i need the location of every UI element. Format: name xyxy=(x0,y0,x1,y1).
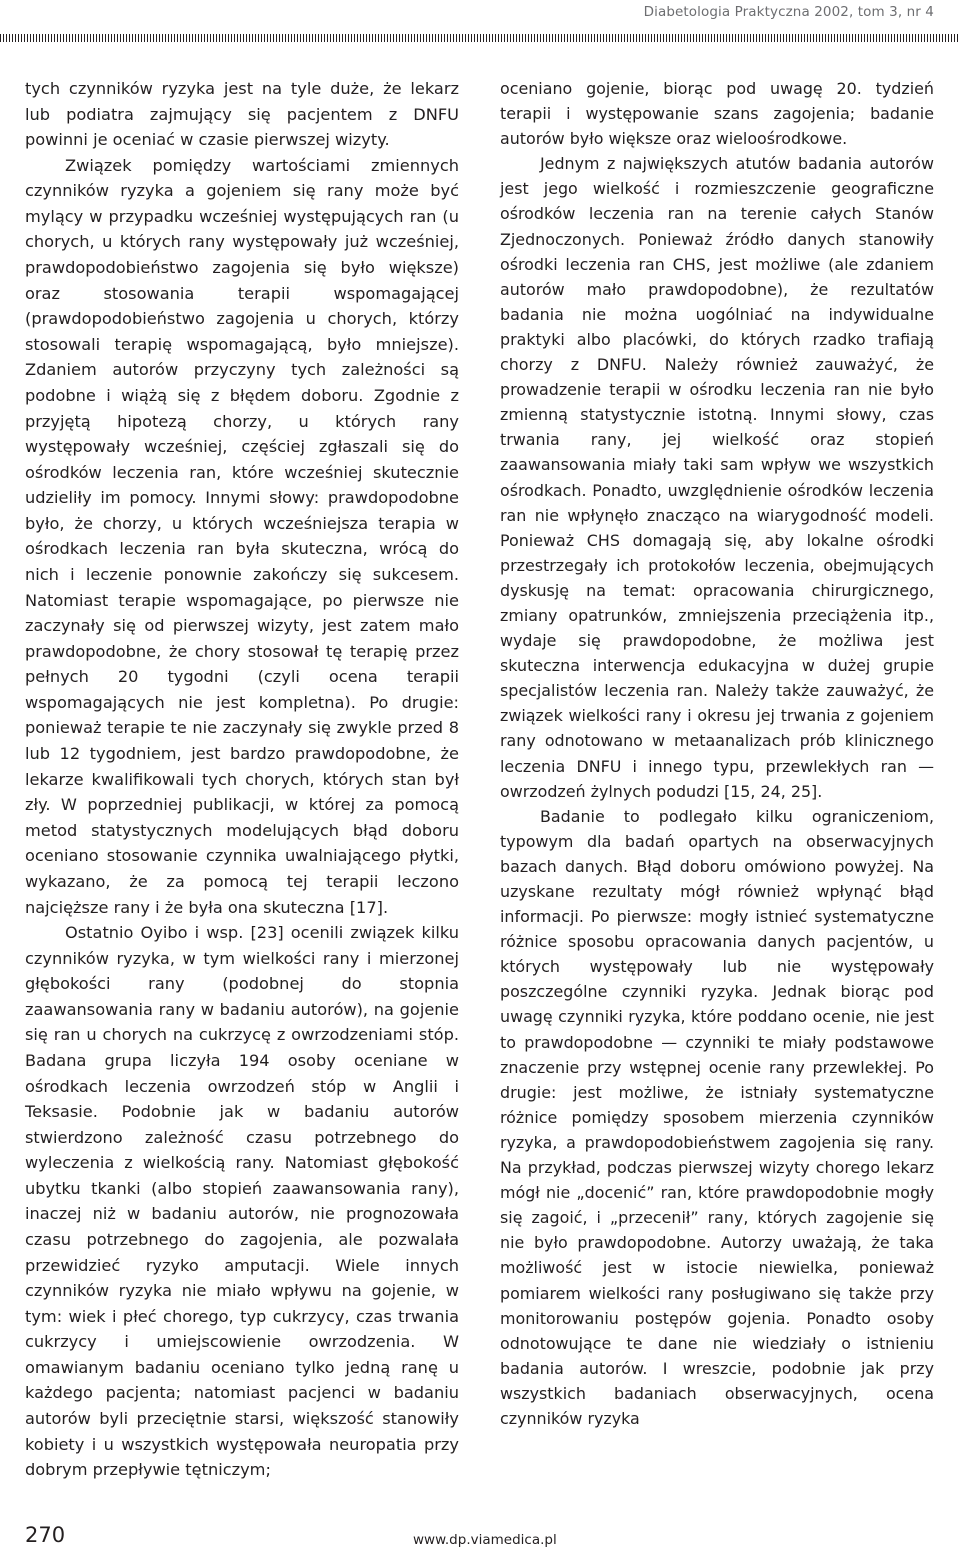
header-rule xyxy=(0,34,960,42)
paragraph: Ostatnio Oyibo i wsp. [23] ocenili związek kilku czynników ryzyka, w tym wielkości rany i mierzonej głębokości rany (podobnej do stopnia zaawansowania rany w badaniu autorów), na gojenie się ran u chorych na cukrzycę z owrzodzeniami stóp. Badana grupa liczyła 194 osoby oceniane w ośrodkach leczenia owrzodzeń stóp w Anglii i Teksasie. Podobnie jak w badaniu autorów stwierdzono zależność czasu potrzebnego do wyleczenia z wielkością rany. Natomiast głębokość ubytku tkanki (albo stopień zaawansowania rany), inaczej niż w badaniu autorów, nie prognozowała czasu potrzebnego do zagojenia, ale pozwalała przewidzieć ryzyko amputacji. Wiele innych czynników ryzyka nie miało wpływu na gojenie, w tym: wiek i płeć chorego, typ cukrzycy, czas trwania cukrzycy i umiejscowienie owrzodzenia. W omawianym badaniu oceniano tylko jedną ranę u każdego pacjenta; natomiast pacjenci w badaniu autorów byli przeciętnie starsi, większość stanowiły kobiety i u wszystkich występowała neuropatia przy dobrym przepływie tętniczym; xyxy=(25,923,459,1480)
paragraph: tych czynników ryzyka jest na tyle duże, że lekarz lub podiatra zajmujący się pacjentem z DNFU powinni je oceniać w czasie pierwszej wizyty. xyxy=(25,79,459,150)
paragraph: Jednym z największych atutów badania autorów jest jego wielkość i rozmieszczenie geograficzne ośrodków leczenia ran na terenie całych Stanów Zjednoczonych. Ponieważ źródło danych stanowiły ośrodki leczenia ran CHS, jest możliwe (ale zdaniem autorów mało prawdopodobne), że rezultatów badania nie można uogólniać na indywidualne praktyki albo placówki, do których rzadko trafiają chorzy z DNFU. Należy również zauważyć, że prowadzenie terapii w ośrodku leczenia ran nie było zmienną statystycznie istotną. Innymi słowy, czas trwania rany, jej wielkość oraz stopień zaawansowania miały taki sam wpływ we wszystkich ośrodkach. Ponadto, uwzględnienie ośrodków leczenia ran nie wpłynęło znacząco na wiarygodność modeli. Ponieważ CHS domagają się, aby lokalne ośrodki przestrzegały ich protokołów leczenia, obejmujących dyskusję na temat: opracowania chirurgicznego, zmiany opatrunków, zmniejszenia przeciążenia itp., wydaje się prawdopodobne, że możliwa jest skuteczna interwencja edukacyjna w dużej grupie specjalistów leczenia ran. Należy także zauważyć, że związek wielkości rany i okresu jej trwania z gojeniem rany odnotowano w metaanalizach prób klinicznego leczenia DNFU i innego typu, przewlekłych ran — owrzodzeń żylnych podudzi [15, 24, 25]. xyxy=(500,154,934,801)
left-column xyxy=(25,76,459,1483)
paragraph: oceniano gojenie, biorąc pod uwagę 20. tydzień terapii i występowanie szans zagojenia; badanie autorów było większe oraz wieloośrodkowe. xyxy=(500,79,934,149)
page-number: 270 xyxy=(25,1523,66,1547)
footer-url[interactable]: www.dp.viamedica.pl xyxy=(413,1532,557,1548)
paragraph: Badanie to podlegało kilku ograniczeniom, typowym dla badań opartych na obserwacyjnych bazach danych. Błąd doboru omówiono powyżej. Na uzyskane rezultaty mógł również wpłynąć błąd informacji. Po pierwsze: mogły istnieć systematyczne różnice sposobu opracowania danych pacjentów, u których występowały lub nie występowały poszczególne czynniki ryzyka. Jednak biorąc pod uwagę czynniki ryzyka, które poddano ocenie, nie jest to prawdopodobne — czynniki te miały podstawowe znaczenie przy wstępnej ocenie rany przewlekłej. Po drugie: jest możliwe, że istniały systematyczne różnice pomiędzy sposobem mierzenia czynników ryzyka, a prawdopodobieństwem zagojenia się rany. Na przykład, podczas pierwszej wizyty chorego lekarz mógł nie „docenić” ran, które prawdopodobnie mogły się zagoić, i „przecenił” rany, których zagojenie się nie było prawdopodobne. Autorzy uważają, że taka możliwość jest w istocie niewielka, ponieważ pomiarem wielkości rany posługiwano się także przy monitorowaniu postępów gojenia. Ponadto osoby odnotowujące te dane nie wiedziały o istnieniu badania autorów. I wreszcie, podobnie jak przy wszystkich badaniach obserwacyjnych, ocena czynników ryzyka xyxy=(500,806,934,1428)
paragraph: Związek pomiędzy wartościami zmiennych czynników ryzyka a gojeniem się rany może być mylący w przypadku wcześniej występujących ran (u chorych, u których rany występowały już wcześniej, prawdopodobieństwo zagojenia się było większe) oraz stosowania terapii wspomagającej (prawdopodobieństwo zagojenia u chorych, którzy stosowali terapię wspomagającą, było mniejsze). Zdaniem autorów przyczyny tych zależności są podobne i wiążą się z błędem doboru. Zgodnie z przyjętą hipotezą chorzy, u których rany występowały wcześniej, częściej zgłaszali się do ośrodków leczenia ran, które wcześniej skutecznie udzieliły im pomocy. Innymi słowy: prawdopodobne było, że chorzy, u których wcześniejsza terapia w ośrodkach leczenia ran była skuteczna, wrócą do nich i leczenie ponownie zakończy się sukcesem. Natomiast terapie wspomagające, po pierwsze nie zaczynały się od pierwszej wizyty, jest zatem mało prawdopodobne, że chory stosował tę terapię przez pełnych 20 tygodni (czyli ocena terapii wspomagających nie jest kompletna). Po drugie: ponieważ terapie te nie zaczynały się zwykle przed 8 lub 12 tygodniem, jest bardzo prawdopodobne, że lekarze kwalifikowali tych chorych, których stan był zły. W poprzedniej publikacji, w której za pomocą metod statystycznych modelujących błąd doboru oceniano stosowanie czynnika uwalniającego płytki, wykazano, że za pomocą tej terapii leczono najcięższe rany i że była ona skuteczna [17]. xyxy=(25,155,459,917)
right-column xyxy=(500,76,934,1431)
journal-header: Diabetologia Praktyczna 2002, tom 3, nr 4 xyxy=(643,4,934,20)
